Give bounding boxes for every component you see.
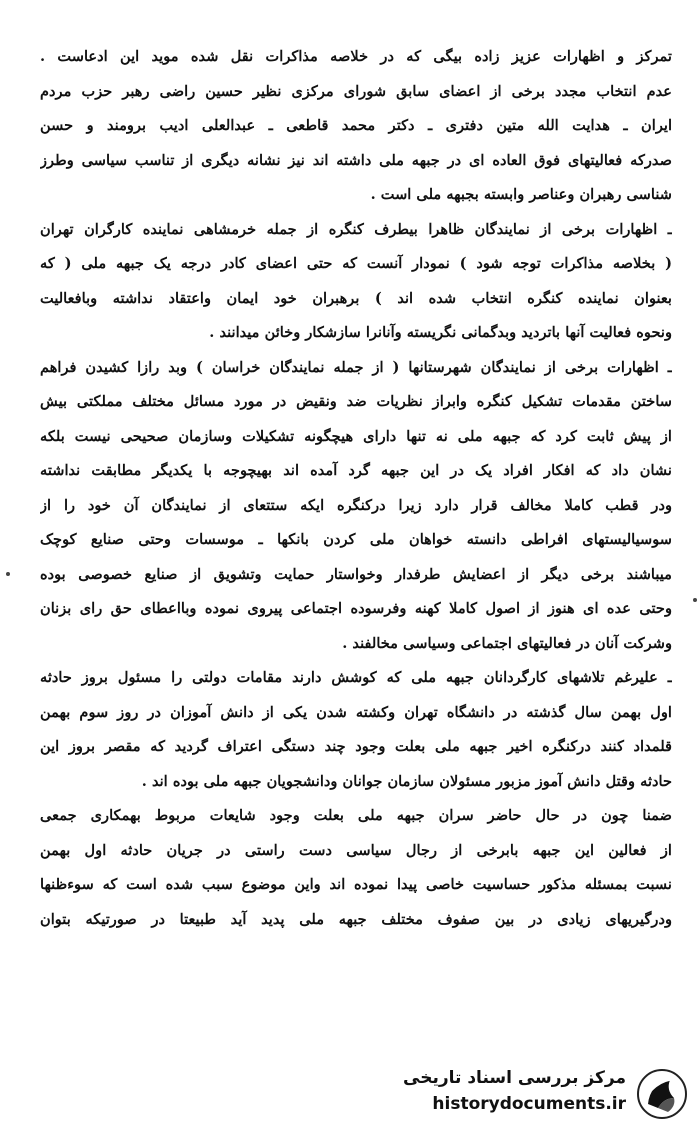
text-line: ( بخلاصه مذاکرات توجه شود ) نمودار آنست که حتی اعضای کادر درجه یک جبهه ملی ( که xyxy=(40,255,672,272)
text-line: نشان داد که افکار افراد یک در این جبهه گرد آمده اند بهیچوجه با یکدیگر مطابقت نداشته xyxy=(40,462,672,479)
text-line: وشرکت آنان در فعالیتهای اجتماعی وسیاسی مخالفند . xyxy=(342,634,672,652)
text-line: حادثه وقتل دانش آموز مزبور مسئولان سازمان جوانان ودانشجویان جبهه ملی بوده اند . xyxy=(141,772,672,790)
text-line: ـ علیرغم تلاشهای کارگردانان جبهه ملی که کوشش دارند مقامات دولتی را مسئول بروز حادثه xyxy=(40,669,672,686)
text-line: شناسی رهبران وعناصر وابسته بجبهه ملی است . xyxy=(370,186,672,203)
watermark xyxy=(403,1066,692,1120)
text-line: اول بهمن سال گذشته در دانشگاه تهران وکشته شدن یکی از دانش آموزان در روز سوم بهمن xyxy=(40,703,672,721)
text-line: بعنوان نماینده کنگره انتخاب شده اند ) برهبران خود ایمان واعتقاد نداشته وبافعالیت xyxy=(40,289,672,307)
text-line: از پیش ثابت کرد که جبهه ملی نه تنها دارای هیچگونه تشکیلات وسازمان صحیحی نیست بلکه xyxy=(40,427,672,445)
text-line: ـ اظهارات برخی از نمایندگان ظاهرا بیطرف کنگره از جمله خرمشاهی نماینده کارگران تهران xyxy=(40,220,672,238)
text-line: تمرکز و اظهارات عزیز زاده بیگی که در خلاصه مذاکرات نقل شده موید این ادعاست . xyxy=(40,48,672,65)
text-line: از فعالین این جبهه بابرخی از رجال سیاسی دست راستی در جریان حادثه اول بهمن xyxy=(40,841,672,859)
archive-logo-icon xyxy=(636,1068,688,1120)
text-line: ساختن مقدمات تشکیل کنگره وابراز نظریات ضد ونقیض در مورد مسائل مختلف مملکتی بیش xyxy=(40,393,672,410)
text-line: ودر قطب کاملا مخالف قرار دارد زیرا درکنگره ایکه ستتعای از نمایندگان آن خود را از xyxy=(40,496,672,514)
watermark-title: مرکز بررسی اسناد تاریخی xyxy=(403,1068,626,1088)
text-line: ودرگیریهای زیادی در بین صفوف مختلف جبهه ملی پدید آید طبیعتا در صورتیکه بتوان xyxy=(40,910,672,928)
text-line: میباشند برخی دیگر از اعضایش طرفدار وخواستار حمایت وتشویق از صنایع خصوصی بوده xyxy=(40,565,672,583)
text-line: عدم انتخاب مجدد برخی از اعضای سابق شورای مرکزی نظیر حسین راضی رهبر حزب مردم xyxy=(40,82,672,100)
text-line: ـ اظهارات برخی از نمایندگان شهرستانها ( از جمله نمایندگان خراسان ) وبد رازا کشیدن فراهم xyxy=(40,358,672,376)
text-line: ایران ـ هدایت الله متین دفتری ـ دکتر محمد قاطعی ـ عبدالعلی ادیب برومند و حسن xyxy=(40,117,672,134)
text-line: ضمنا چون در حال حاضر سران جبهه ملی بعلت وجود شایعات مربوط بهمکاری جمعی xyxy=(40,807,672,824)
text-line: وحتی عده ای هنوز از اصول کاملا کهنه وفرسوده اجتماعی پیروی نموده وبااعطای حق رای بزنان xyxy=(40,600,672,617)
text-line: قلمداد کنند درکنگره اخیر جبهه ملی بعلت وجود چند دستگی اعتراف گردید که مقصر بروز این xyxy=(40,738,672,755)
watermark-url: historydocuments.ir xyxy=(432,1094,626,1114)
scan-speck xyxy=(6,572,10,576)
scan-speck xyxy=(693,598,697,602)
text-line: صدرکه فعالیتهای فوق العاده ای در جبهه ملی داشته اند نیز نشانه دیگری از تناسب سیاسی وطرز xyxy=(40,151,672,169)
text-line: سوسیالیستهای افراطی دانسته خواهان ملی کردن بانکها ـ موسسات وحتی صنایع کوچک xyxy=(40,531,672,548)
document-body xyxy=(40,40,672,937)
text-line: نسبت بمسئله مذکور حساسیت خاصی پیدا نموده اند واین موضوع سبب شده است که سوءظنها xyxy=(40,876,672,893)
text-line: ونحوه فعالیت آنها باتردید وبدگمانی نگریسته وآنانرا سازشکار وخائن میدانند . xyxy=(209,324,672,341)
